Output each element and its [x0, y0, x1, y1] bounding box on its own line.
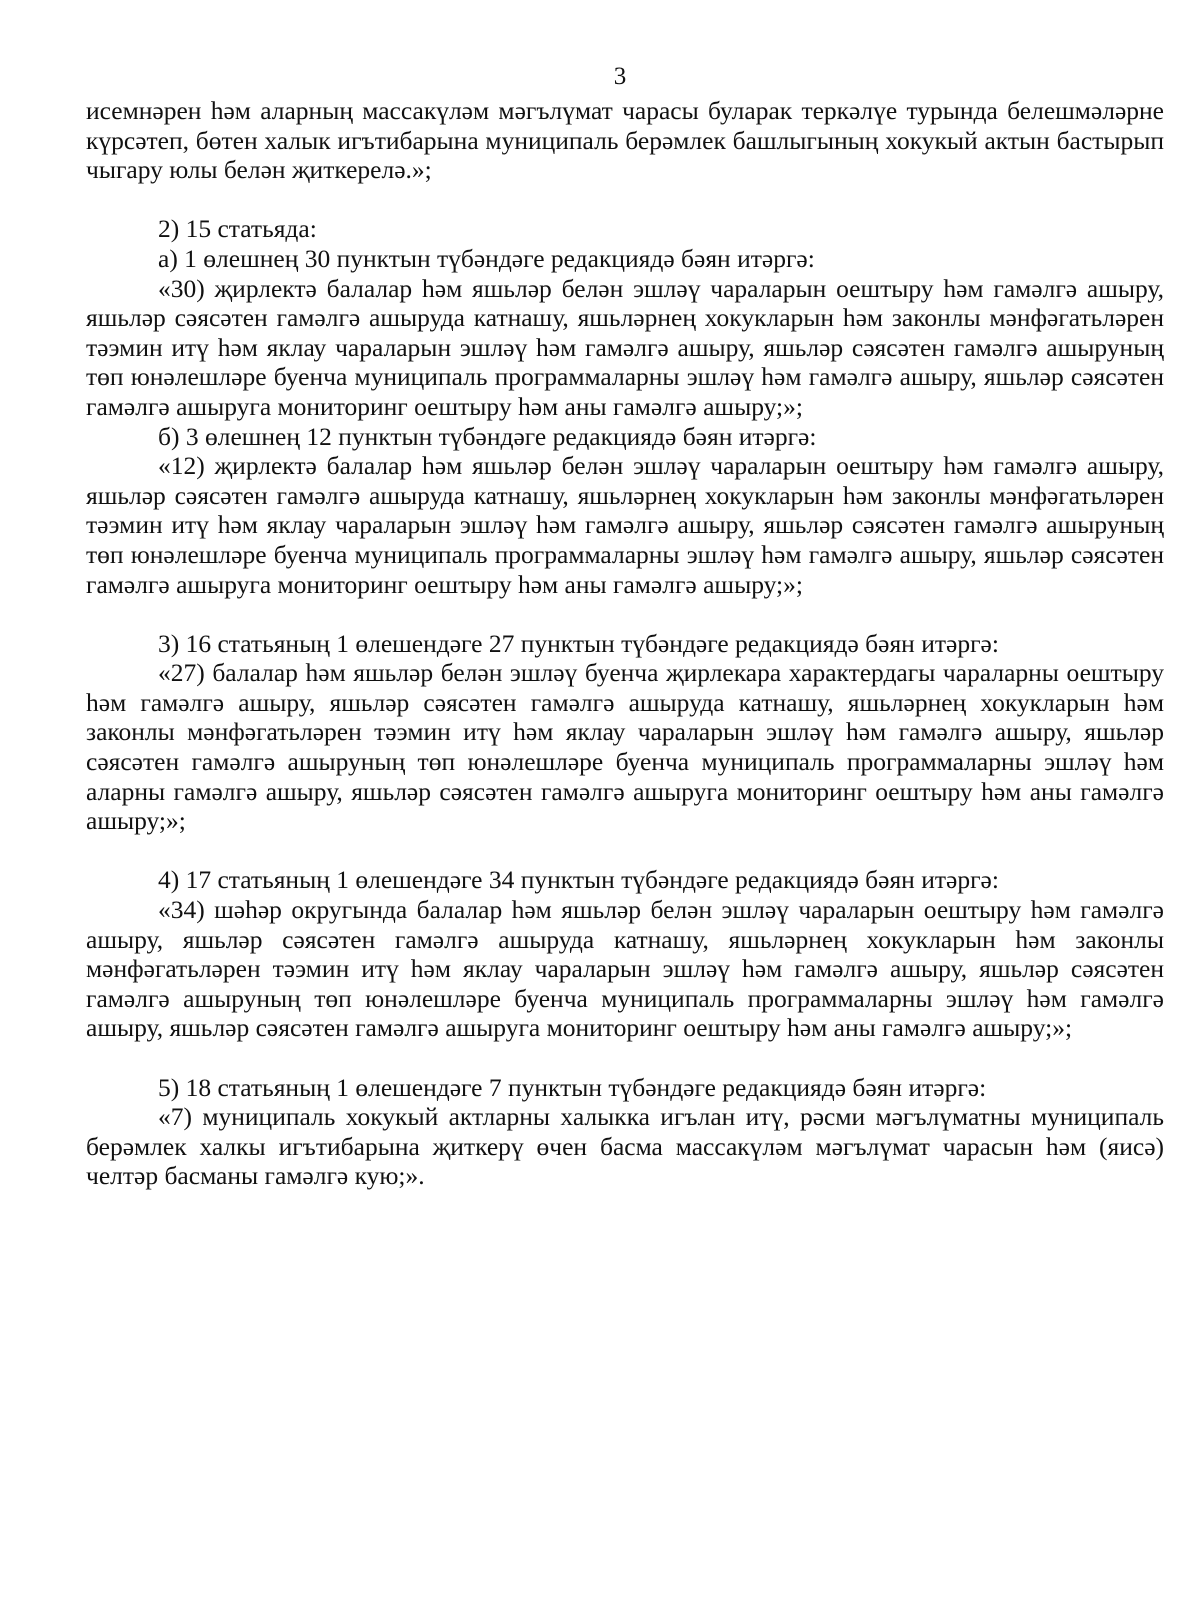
paragraph-item-2b: б) 3 өлешнең 12 пунктын түбәндәге редакциядә бәян итәргә: [158, 421, 817, 451]
paragraph-item-2: 2) 15 статьяда: [158, 214, 317, 244]
paragraph-quote-27: «27) балалар һәм яшьләр белән эшләү буенча җирлекара характердагы чараларны оештыру һәм гамәлгә ашыру, яшьләр сәясәтен гамәлгә ашыруда катнашу, яшьләрнең хокукларын һәм законлы мәнфәгатьләрен тәэмин итү һәм яклау чараларын эшләү һәм гамәлгә ашыру, яшьләр сәясәтен гамәлгә ашыруның төп юнәлешләре буенча муниципаль программаларны эшләү һәм аларны гамәлгә ашыру, яшьләр сәясәтен гамәлгә ашыруга мониторинг оештыру һәм аны гамәлгә ашыру;»; [86, 658, 1164, 836]
paragraph-item-3: 3) 16 статьяның 1 өлешендәге 27 пунктын түбәндәге редакциядә бәян итәргә: [158, 628, 999, 658]
paragraph-item-2a: а) 1 өлешнең 30 пунктын түбәндәге редакциядә бәян итәргә: [158, 243, 815, 273]
paragraph-quote-30: «30) җирлектә балалар һәм яшьләр белән эшләү чараларын оештыру һәм гамәлгә ашыру, яшьләр сәясәтен гамәлгә ашыруда катнашу, яшьләрнең хокукларын һәм законлы мәнфәгатьләрен тәэмин итү һәм яклау чараларын эшләү һәм гамәлгә ашыру, яшьләр сәясәтен гамәлгә ашыруның төп юнәлешләре буенча муниципаль программаларны эшләү һәм гамәлгә ашыру, яшьләр сәясәтен гамәлгә ашыруга мониторинг оештыру һәм аны гамәлгә ашыру;»; [86, 273, 1164, 421]
paragraph-item-5: 5) 18 статьяның 1 өлешендәге 7 пунктын түбәндәге редакциядә бәян итәргә: [158, 1072, 987, 1102]
document-body [86, 96, 1164, 1191]
paragraph-quote-34: «34) шәһәр округында балалар һәм яшьләр белән эшләү чараларын оештыру һәм гамәлгә ашыру, яшьләр сәясәтен гамәлгә ашыруда катнашу, яшьләрнең хокукларын һәм законлы мәнфәгатьләрен тәэмин итү һәм яклау чараларын эшләү һәм гамәлгә ашыру, яшьләр сәясәтен гамәлгә ашыруның төп юнәлешләре буенча муниципаль программаларны эшләү һәм гамәлгә ашыру, яшьләр сәясәтен гамәлгә ашыруга мониторинг оештыру һәм аны гамәлгә ашыру;»; [86, 895, 1164, 1043]
paragraph-item-4: 4) 17 статьяның 1 өлешендәге 34 пунктын түбәндәге редакциядә бәян итәргә: [158, 865, 999, 895]
paragraph-continuation: исемнәрен һәм аларның массакүләм мәгълүмат чарасы буларак теркәлүе турында белешмәләрне күрсәтеп, бөтен халык игътибарына муниципаль берәмлек башлыгының хокукый актын бастырып чыгару юлы белән җиткерелә.»; [86, 96, 1164, 185]
paragraph-quote-7: «7) муниципаль хокукый актларны халыкка игълан итү, рәсми мәгълүматны муниципаль берәмлек халкы игътибарына җиткерү өчен басма массакүләм мәгълүмат чарасын һәм (яисә) челтәр басманы гамәлгә кую;». [86, 1102, 1164, 1191]
paragraph-quote-12: «12) җирлектә балалар һәм яшьләр белән эшләү чараларын оештыру һәм гамәлгә ашыру, яшьләр сәясәтен гамәлгә ашыруда катнашу, яшьләрнең хокукларын һәм законлы мәнфәгатьләрен тәэмин итү һәм яклау чараларын эшләү һәм гамәлгә ашыру, яшьләр сәясәтен гамәлгә ашыруның төп юнәлешләре буенча муниципаль программаларны эшләү һәм гамәлгә ашыру, яшьләр сәясәтен гамәлгә ашыруга мониторинг оештыру һәм аны гамәлгә ашыру;»; [86, 451, 1164, 599]
page-number: 3 [613, 63, 627, 90]
